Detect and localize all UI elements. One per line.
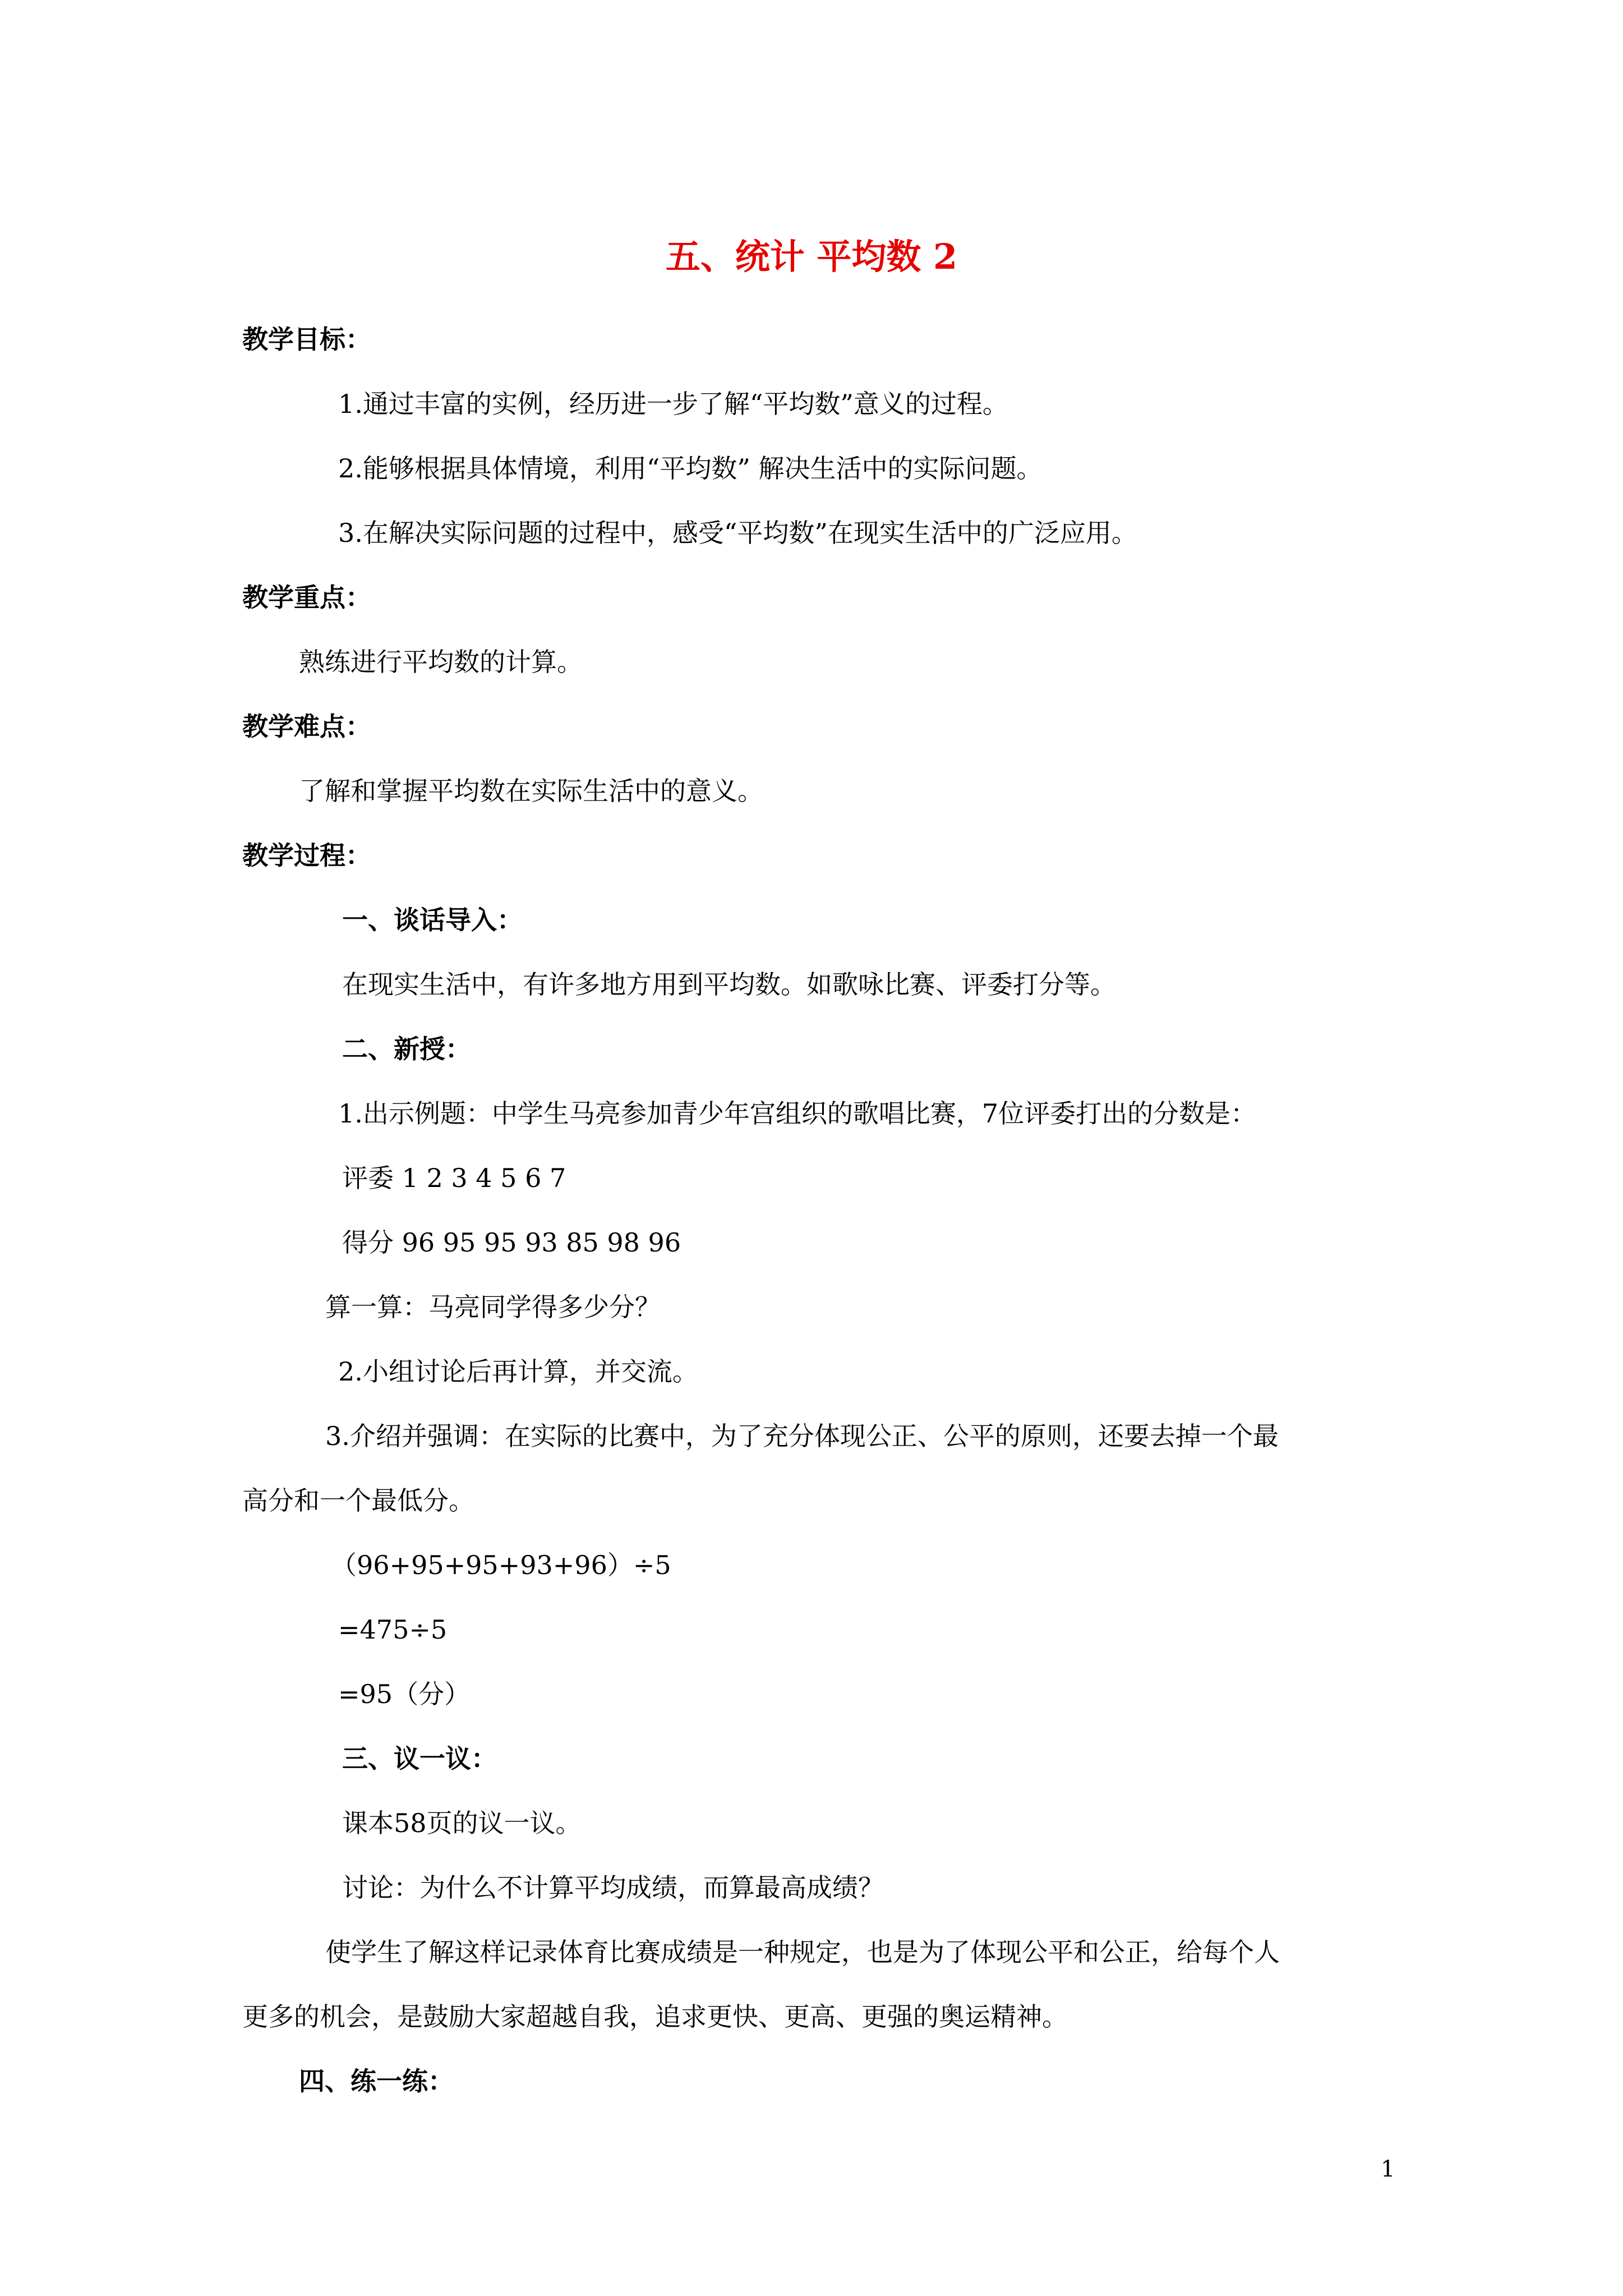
goal-item-2: 2.能够根据具体情境，利用“平均数” 解决生活中的实际问题。 bbox=[338, 453, 1043, 484]
formula-line-2: =475÷5 bbox=[338, 1614, 448, 1645]
heading-teaching-process: 教学过程： bbox=[242, 840, 371, 871]
discussion-step: 2.小组讨论后再计算，并交流。 bbox=[338, 1356, 698, 1387]
document-title: 五、统计 平均数 2 bbox=[665, 236, 958, 277]
heading-teaching-goals: 教学目标： bbox=[242, 324, 371, 355]
judges-row: 评委 1 2 3 4 5 6 7 bbox=[342, 1163, 566, 1193]
key-points-text: 熟练进行平均数的计算。 bbox=[299, 647, 583, 677]
calculate-prompt: 算一算：马亮同学得多少分？ bbox=[325, 1292, 661, 1322]
scores-row: 得分 96 95 95 93 85 98 96 bbox=[342, 1227, 681, 1258]
section-3-textbook: 课本58页的议一议。 bbox=[342, 1808, 582, 1838]
section-3-explanation-line-2: 更多的机会，是鼓励大家超越自我，追求更快、更高、更强的奥运精神。 bbox=[242, 2001, 1068, 2032]
goal-item-1: 1.通过丰富的实例，经历进一步了解“平均数”意义的过程。 bbox=[338, 389, 1008, 419]
goal-item-3: 3.在解决实际问题的过程中，感受“平均数”在现实生活中的广泛应用。 bbox=[338, 518, 1137, 548]
section-2-heading: 二、新授： bbox=[342, 1034, 471, 1064]
section-3-explanation-line-1: 使学生了解这样记录体育比赛成绩是一种规定，也是为了体现公平和公正，给每个人 bbox=[325, 1937, 1280, 1967]
section-3-discussion: 讨论：为什么不计算平均成绩，而算最高成绩？ bbox=[342, 1872, 884, 1903]
section-1-heading: 一、谈话导入： bbox=[342, 905, 523, 935]
page-number: 1 bbox=[1381, 2156, 1395, 2182]
formula-line-3: =95（分） bbox=[338, 1679, 471, 1709]
emphasis-step-line-1: 3.介绍并强调：在实际的比赛中，为了充分体现公正、公平的原则，还要去掉一个最 bbox=[325, 1421, 1279, 1451]
difficulties-text: 了解和掌握平均数在实际生活中的意义。 bbox=[299, 776, 763, 806]
example-problem: 1.出示例题：中学生马亮参加青少年宫组织的歌唱比赛，7位评委打出的分数是： bbox=[338, 1098, 1257, 1129]
emphasis-step-line-2: 高分和一个最低分。 bbox=[242, 1485, 474, 1516]
section-4-heading: 四、练一练： bbox=[299, 2066, 454, 2096]
section-1-text: 在现实生活中，有许多地方用到平均数。如歌咏比赛、评委打分等。 bbox=[342, 969, 1116, 1000]
section-3-heading: 三、议一议： bbox=[342, 1743, 497, 1774]
heading-key-points: 教学重点： bbox=[242, 582, 371, 613]
heading-difficulties: 教学难点： bbox=[242, 711, 371, 742]
formula-line-1: （96+95+95+93+96）÷5 bbox=[331, 1550, 671, 1580]
